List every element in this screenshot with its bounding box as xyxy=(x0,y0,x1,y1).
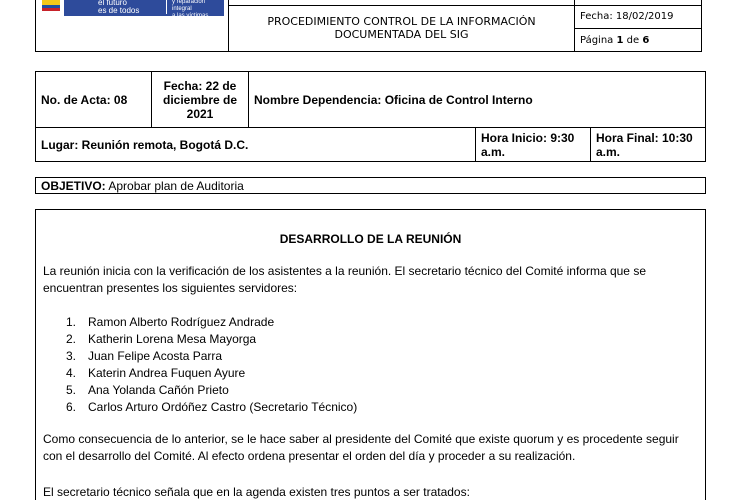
end-time: Hora Final: 10:30 a.m. xyxy=(591,128,706,162)
meeting-development-section xyxy=(35,209,706,500)
objective-text: Aprobar plan de Auditoria xyxy=(105,179,244,193)
logo-divider xyxy=(166,0,167,14)
quorum-paragraph: Como consecuencia de lo anterior, se le hace saber al presidente del Comité que existe quorum y es procedente seguir con el desarrollo del Comité. Al efecto ordena presentar el orden del día y proceder a su realización. xyxy=(43,432,679,463)
list-item: 4. Katerin Andrea Fuquen Ayure xyxy=(66,366,246,380)
acta-number: No. de Acta: 08 xyxy=(36,72,152,128)
logo-banner xyxy=(64,0,224,19)
list-item: 3. Juan Felipe Acosta Parra xyxy=(66,349,223,363)
list-item: 2. Katherin Lorena Mesa Mayorga xyxy=(66,332,257,346)
attendee-list xyxy=(66,314,357,416)
section-title: DESARROLLO DE LA REUNIÓN xyxy=(279,232,462,246)
list-item: 5. Ana Yolanda Cañón Prieto xyxy=(66,383,229,397)
logo-cell xyxy=(35,0,229,52)
agenda-paragraph: El secretario técnico señala que en la agenda existen tres puntos a ser tratados: xyxy=(43,485,470,499)
logo-side-line-2: a las víctimas xyxy=(172,13,209,19)
document-header xyxy=(0,0,740,54)
objective-label: OBJETIVO: xyxy=(41,179,106,193)
list-item: 1. Ramon Alberto Rodríguez Andrade xyxy=(66,315,275,329)
intro-paragraph: La reunión inicia con la verificación de los asistentes a la reunión. El secretario técnico del Comité informa que se encuentran presentes los siguientes servidores: xyxy=(43,264,646,295)
procedure-title: PROCEDIMIENTO CONTROL DE LA INFORMACIÓN DOCUMENTADA DEL SIG xyxy=(267,15,536,41)
acta-date: Fecha: 22 de diciembre de 2021 xyxy=(152,72,249,128)
logo-side-line-1: y reparación integral xyxy=(172,0,206,12)
colombia-flag-icon xyxy=(42,0,60,11)
list-item: 6. Carlos Arturo Ordóñez Castro (Secretario Técnico) xyxy=(66,400,358,414)
acta-info-table xyxy=(35,71,706,162)
logo-line-1: el futuro xyxy=(98,0,127,7)
page-indicator: Página 1 de 6 xyxy=(580,35,650,46)
document-meta-cell xyxy=(575,0,702,52)
objective-row xyxy=(35,177,706,194)
document-date: Fecha: 18/02/2019 xyxy=(575,6,701,29)
logo-line-2: es de todos xyxy=(98,6,140,15)
procedure-title-cell xyxy=(229,0,575,52)
dependency-name: Nombre Dependencia: Oficina de Control Interno xyxy=(249,72,706,128)
meeting-location: Lugar: Reunión remota, Bogotá D.C. xyxy=(36,128,476,162)
start-time: Hora Inicio: 9:30 a.m. xyxy=(476,128,591,162)
